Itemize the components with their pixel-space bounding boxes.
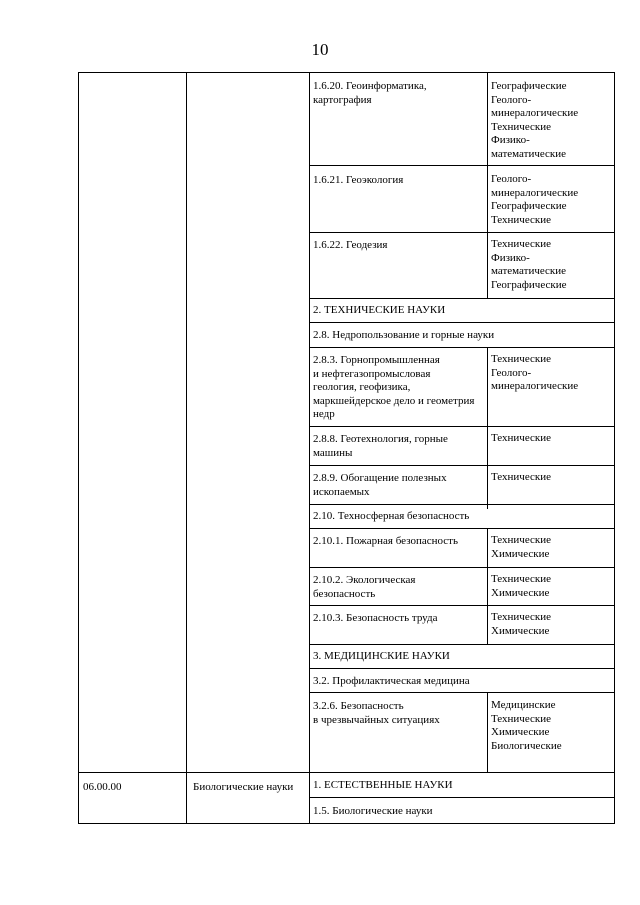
- specialty-line: 2.10.3. Безопасность труда: [313, 612, 438, 624]
- row-divider: [309, 605, 615, 606]
- row-divider: [309, 668, 615, 669]
- specialty-line: 2.8.3. Горнопромышленная: [313, 354, 440, 366]
- specialty-line: 2.10.1. Пожарная безопасность: [313, 535, 458, 547]
- field-line: Технические: [491, 353, 551, 365]
- row-divider: [78, 772, 615, 773]
- science-fields-cell: [491, 432, 551, 446]
- field-line: Геолого-: [491, 93, 532, 106]
- specialty-line: 2.8.8. Геотехнология, горные: [313, 433, 448, 445]
- row-divider: [309, 504, 615, 505]
- specialty-line: маркшейдерское дело и геометрия: [313, 394, 475, 407]
- science-fields-cell: [491, 353, 578, 394]
- science-fields-cell: [491, 573, 551, 600]
- column-divider: [487, 72, 488, 298]
- specialty-cell: [313, 472, 447, 499]
- section-header: 1. ЕСТЕСТВЕННЫЕ НАУКИ: [313, 779, 453, 791]
- science-fields-cell: [491, 80, 578, 162]
- specialty-cell: [313, 433, 448, 460]
- column-divider: [186, 72, 187, 824]
- row-divider: [309, 692, 615, 693]
- science-fields-cell: [491, 534, 551, 561]
- science-fields-cell: [491, 173, 578, 227]
- field-line: Технические: [491, 432, 551, 444]
- field-line: минералогические: [491, 186, 579, 199]
- section-header: 2. ТЕХНИЧЕСКИЕ НАУКИ: [313, 304, 446, 316]
- science-fields-cell: [491, 699, 562, 753]
- field-line: Химические: [491, 726, 550, 739]
- subsection-header: 1.5. Биологические науки: [313, 805, 433, 817]
- field-line: Географические: [491, 80, 567, 92]
- field-line: Технические: [491, 712, 551, 725]
- page-number: 10: [311, 40, 329, 59]
- field-line: математические: [491, 147, 567, 160]
- specialty-line: 2.8.9. Обогащение полезных: [313, 472, 447, 484]
- field-line: Технические: [491, 611, 551, 623]
- field-line: Технические: [491, 120, 551, 133]
- field-line: математические: [491, 265, 567, 278]
- row-divider: [309, 465, 615, 466]
- field-line: Физико-: [491, 134, 530, 147]
- column-divider: [487, 692, 488, 772]
- field-line: Технические: [491, 534, 551, 546]
- science-fields-cell: [491, 611, 551, 638]
- field-line: Геолого-: [491, 173, 532, 185]
- specialty-line: безопасность: [313, 587, 376, 600]
- row-divider: [309, 298, 615, 299]
- row-divider: [309, 347, 615, 348]
- specialty-cell: [313, 612, 437, 626]
- field-line: Физико-: [491, 251, 530, 264]
- specialty-line: 2.10.2. Экологическая: [313, 574, 416, 586]
- specialty-cell: [313, 700, 440, 727]
- column-divider: [487, 347, 488, 509]
- specialty-line: и нефтегазопромысловая: [313, 367, 431, 380]
- field-line: Географические: [491, 200, 567, 213]
- specialty-line: машины: [313, 446, 353, 459]
- specialty-line: картография: [313, 93, 372, 106]
- subsection-header: 3.2. Профилактическая медицина: [313, 675, 470, 687]
- field-line: Технические: [491, 471, 551, 483]
- field-line: Химические: [491, 586, 550, 599]
- field-line: Технические: [491, 573, 551, 585]
- field-line: Химические: [491, 547, 550, 560]
- specialty-line: 1.6.21. Геоэкология: [313, 174, 404, 186]
- row-divider: [309, 165, 615, 166]
- specialty-line: 1.6.20. Геоинформатика,: [313, 80, 427, 92]
- row-divider: [309, 322, 615, 323]
- field-line: Технические: [491, 238, 551, 250]
- specialty-cell: [313, 535, 458, 549]
- column-divider: [487, 528, 488, 645]
- section-header: 3. МЕДИЦИНСКИЕ НАУКИ: [313, 650, 450, 662]
- row-divider: [309, 644, 615, 645]
- specialty-cell: [313, 174, 403, 188]
- science-fields-cell: [491, 471, 551, 485]
- specialty-cell: [313, 239, 388, 253]
- specialty-line: 1.6.22. Геодезия: [313, 239, 388, 251]
- row-divider: [309, 797, 615, 798]
- row-divider: [309, 232, 615, 233]
- specialty-cell: [313, 80, 427, 107]
- specialty-line: ископаемых: [313, 485, 370, 498]
- column-divider: [309, 72, 310, 824]
- field-line: Географические: [491, 278, 567, 291]
- group-name: Биологические науки: [193, 781, 294, 793]
- row-divider: [309, 567, 615, 568]
- subsection-header: 2.10. Техносферная безопасность: [313, 510, 470, 522]
- field-line: Химические: [491, 624, 550, 637]
- field-line: Медицинские: [491, 699, 556, 711]
- specialty-line: 3.2.6. Безопасность: [313, 700, 404, 712]
- specialty-cell: [313, 354, 474, 422]
- science-fields-cell: [491, 238, 567, 292]
- field-line: Технические: [491, 213, 551, 226]
- field-line: минералогические: [491, 380, 579, 393]
- specialty-line: в чрезвычайных ситуациях: [313, 713, 440, 726]
- field-line: минералогические: [491, 107, 579, 120]
- subsection-header: 2.8. Недропользование и горные науки: [313, 329, 495, 341]
- specialty-cell: [313, 574, 415, 601]
- row-divider: [309, 528, 615, 529]
- field-line: Геолого-: [491, 366, 532, 379]
- row-divider: [309, 426, 615, 427]
- specialty-line: недр: [313, 408, 335, 421]
- group-code: 06.00.00: [83, 781, 122, 793]
- specialty-line: геология, геофизика,: [313, 381, 411, 394]
- field-line: Биологические: [491, 739, 562, 752]
